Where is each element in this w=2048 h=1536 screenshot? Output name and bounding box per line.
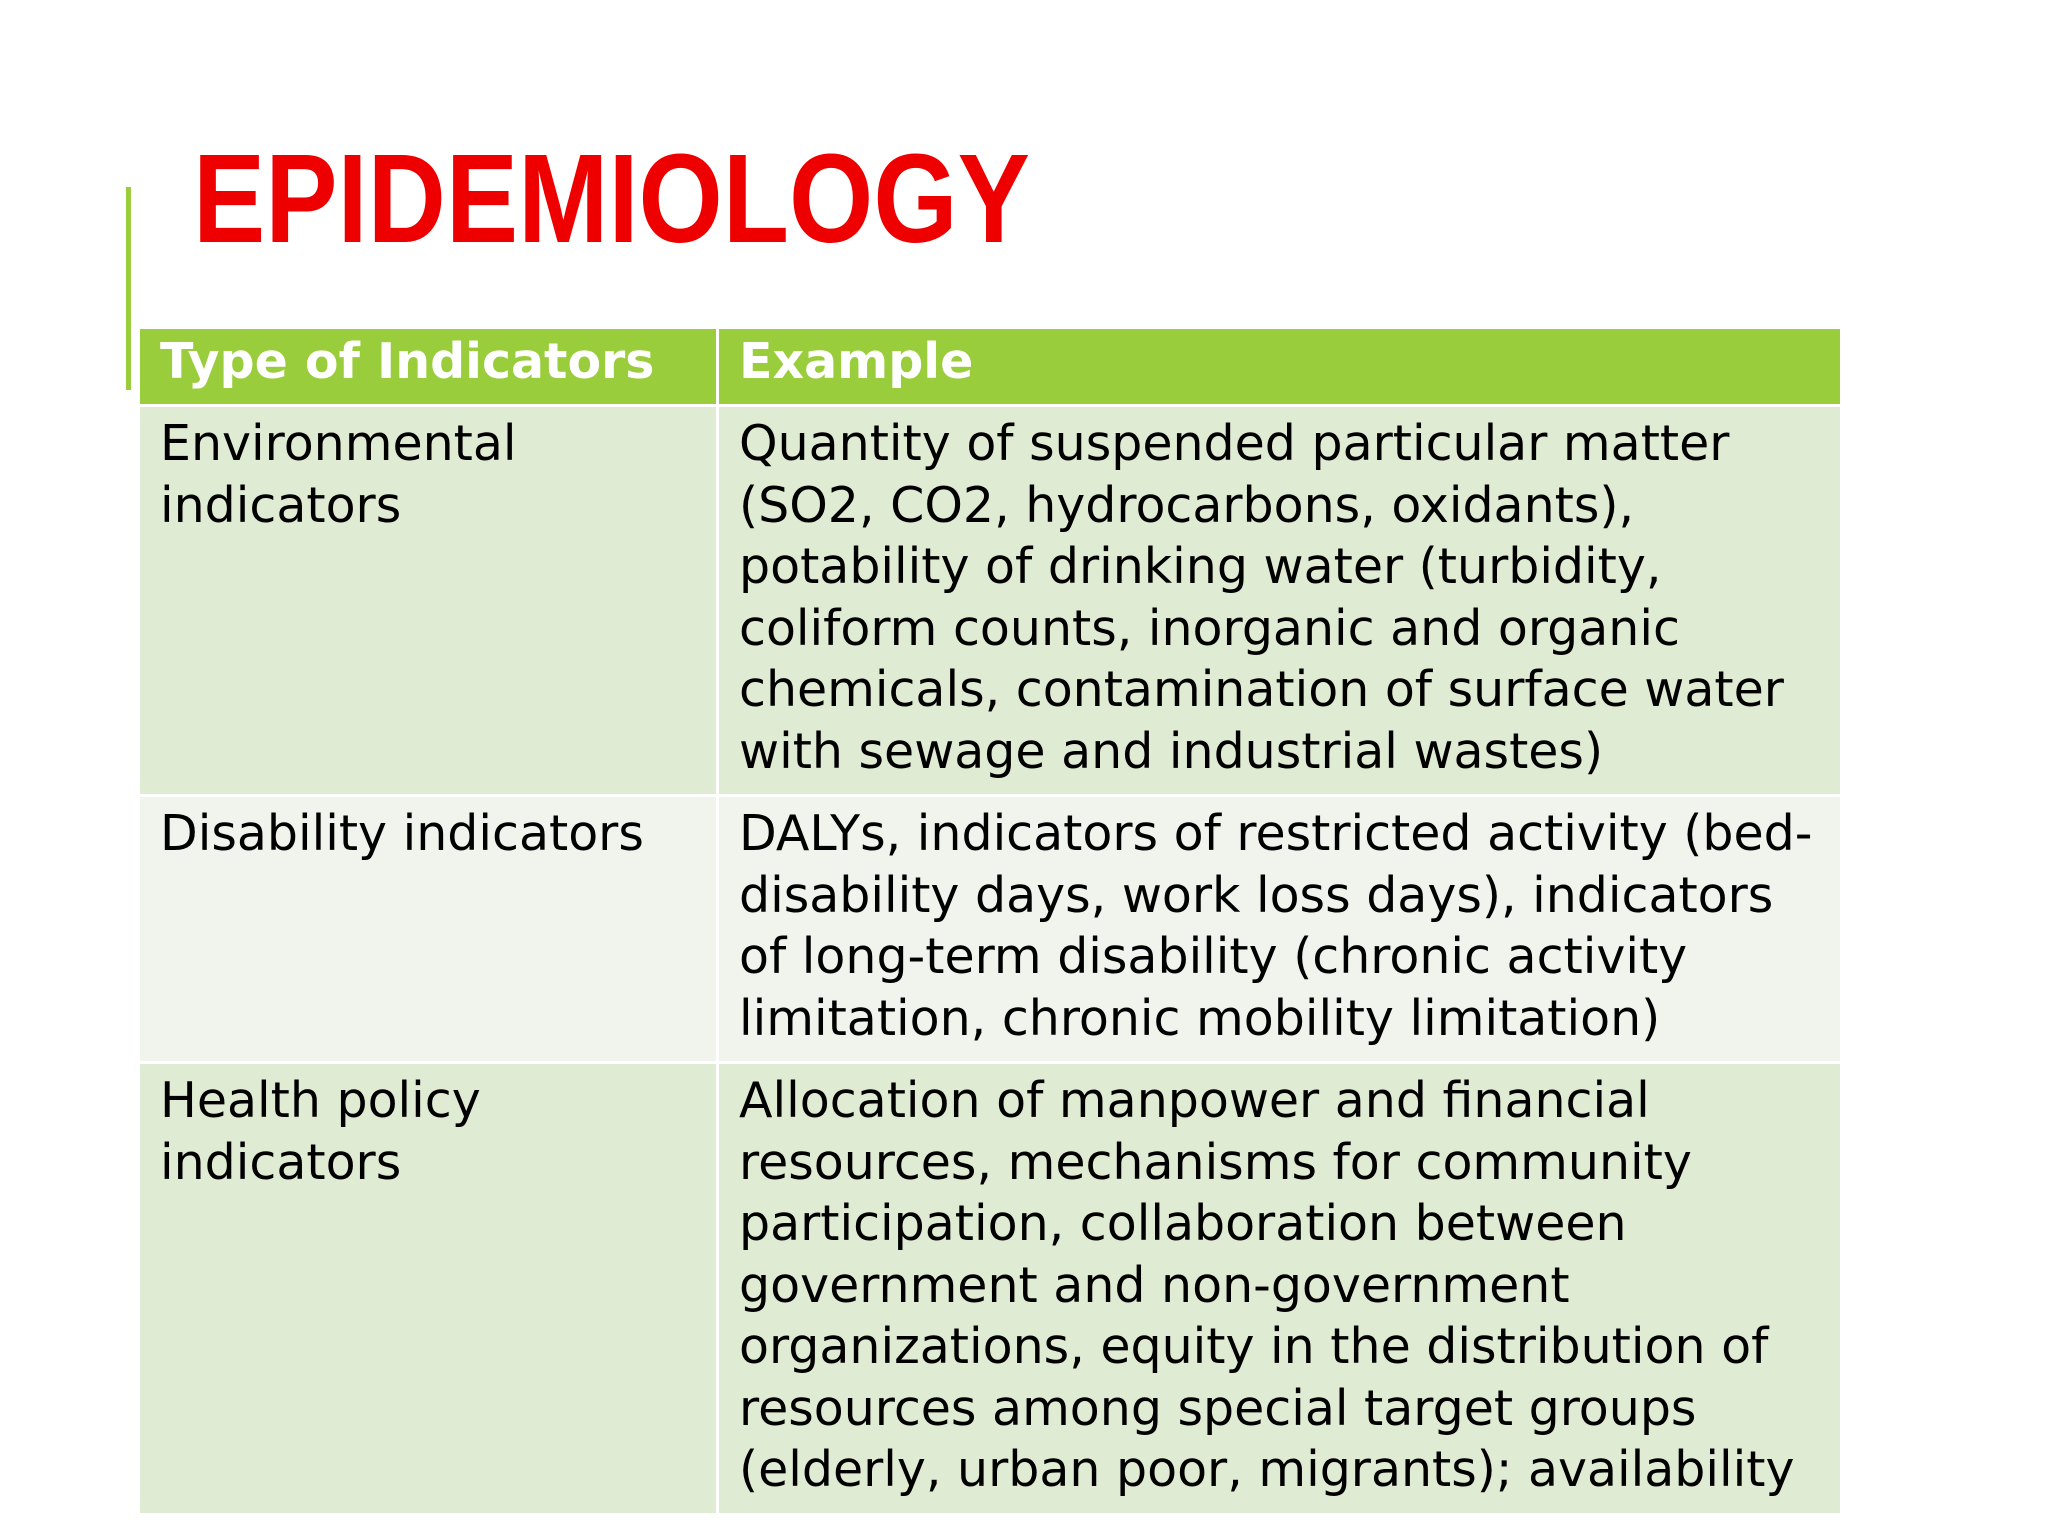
slide-title: EPIDEMIOLOGY — [193, 128, 1030, 269]
accent-bar — [126, 187, 131, 390]
indicator-type-cell: Disability indicators — [139, 796, 718, 1063]
table-row — [139, 796, 1842, 1063]
header-type-of-indicators: Type of Indicators — [139, 328, 718, 406]
table-row — [139, 406, 1842, 796]
table-row — [139, 1063, 1842, 1515]
indicator-type-cell: Environmental indicators — [139, 406, 718, 796]
indicators-table — [137, 326, 1843, 1516]
header-example: Example — [718, 328, 1842, 406]
indicators-table-container — [137, 326, 1840, 1516]
indicator-type-cell: Health policy indicators — [139, 1063, 718, 1515]
indicator-example-cell: Allocation of manpower and financial resources, mechanisms for community participation, collaboration between government and non-government organizations, equity in the distribution of resources among special target groups (elderly, urban poor, migrants); availability — [718, 1063, 1842, 1515]
table-header-row — [139, 328, 1842, 406]
indicator-example-cell: DALYs, indicators of restricted activity (bed-disability days, work loss days), indicators of long-term disability (chronic activity limitation, chronic mobility limitation) — [718, 796, 1842, 1063]
indicator-example-cell: Quantity of suspended particular matter (SO2, CO2, hydrocarbons, oxidants), potability of drinking water (turbidity, coliform counts, inorganic and organic chemicals, contamination of surface water with sewage and industrial wastes) — [718, 406, 1842, 796]
